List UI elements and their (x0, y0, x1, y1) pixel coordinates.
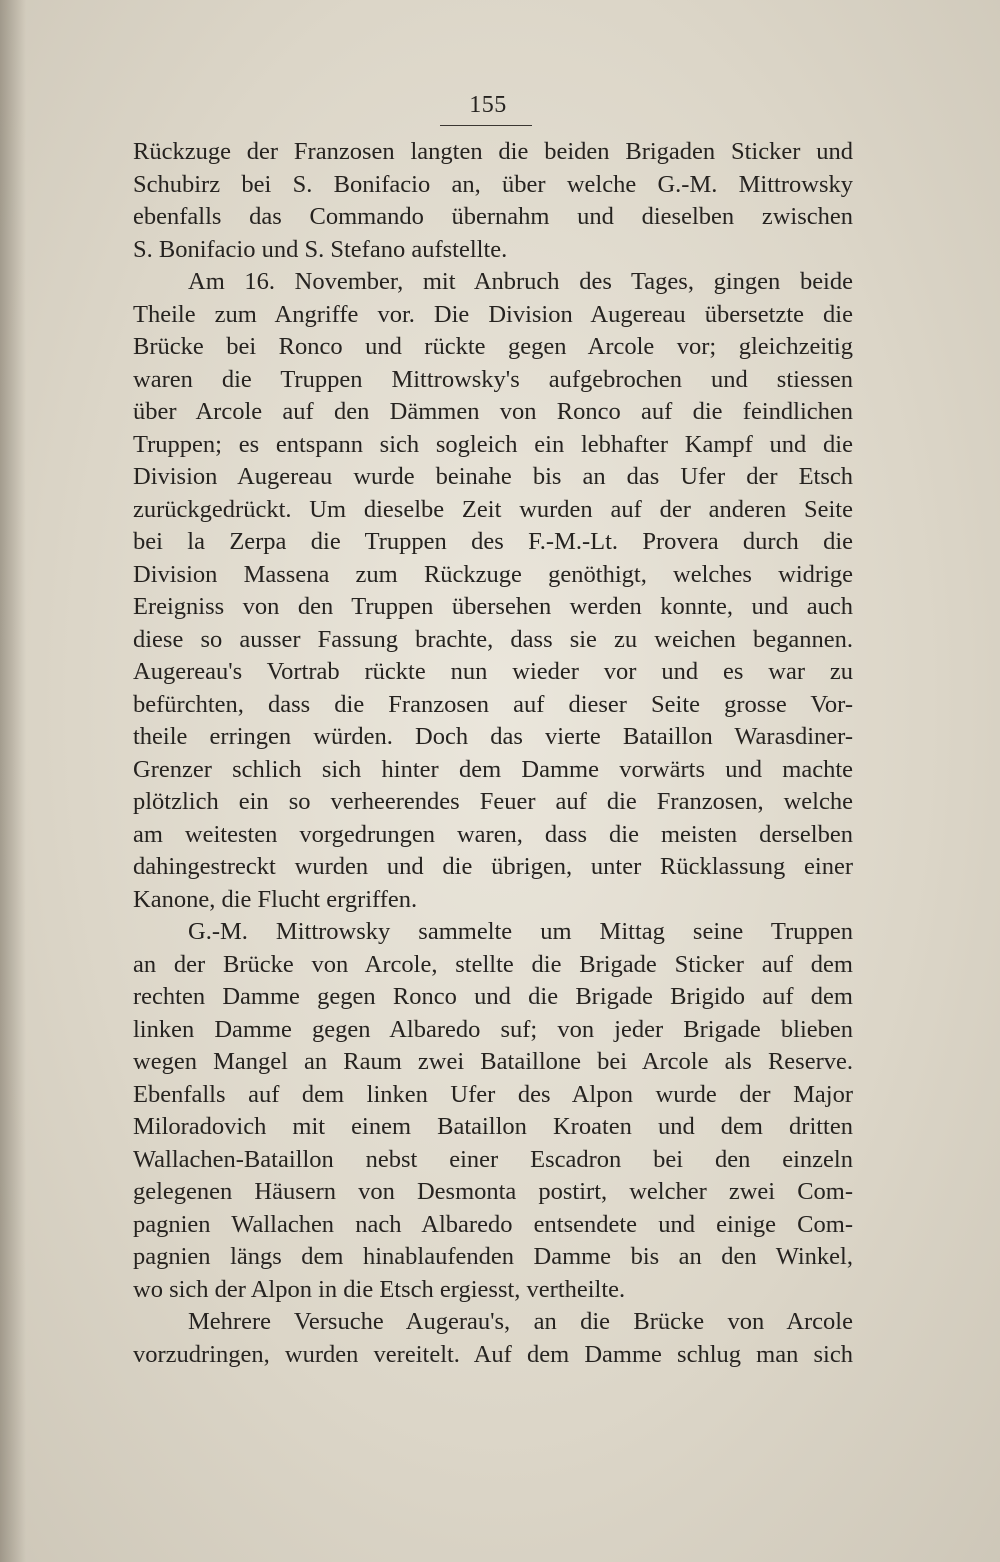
text-line: Augereau's Vortrab rückte nun wieder vor und es war zu (133, 658, 853, 685)
text-line: Division Massena zum Rückzuge genöthigt, welches widrige (133, 560, 853, 588)
text-line: dahingestreckt wurden und die übrigen, unter Rücklassung einer (133, 853, 853, 880)
text-line: befürchten, dass die Franzosen auf dieser Seite grosse Vor- (133, 690, 853, 718)
text-line: Ereigniss von den Truppen übersehen werden konnte, und auch (133, 593, 853, 620)
text-line: linken Damme gegen Albaredo suf; von jeder Brigade blieben (133, 1015, 853, 1043)
text-line: diese so ausser Fassung brachte, dass sie zu weichen begannen. (133, 625, 853, 653)
page-edge-shadow (0, 0, 26, 1562)
text-line: Kanone, die Flucht ergriffen. (133, 885, 418, 913)
text-line: Schubirz bei S. Bonifacio an, über welche G.-M. Mittrowsky (133, 170, 853, 198)
page-number: 155 (469, 92, 507, 118)
text-line: Brücke bei Ronco und rückte gegen Arcole vor; gleichzeitig (133, 333, 853, 360)
text-line: ebenfalls das Commando übernahm und dieselben zwischen (133, 203, 853, 230)
text-line: S. Bonifacio und S. Stefano aufstellte. (133, 235, 508, 263)
text-line: an der Brücke von Arcole, stellte die Brigade Sticker auf dem (133, 950, 853, 978)
text-line: Wallachen-Bataillon nebst einer Escadron bei den einzeln (133, 1145, 853, 1173)
text-line: zurückgedrückt. Um dieselbe Zeit wurden auf der anderen Seite (133, 495, 853, 523)
paragraph-start-line: Mehrere Versuche Augerau's, an die Brücke von Arcole (188, 1308, 853, 1335)
text-line: Theile zum Angriffe vor. Die Division Augereau übersetzte die (133, 300, 853, 328)
page-number-rule (440, 125, 532, 126)
paragraph-start-line: Am 16. November, mit Anbruch des Tages, gingen beide (188, 268, 853, 295)
text-line: Truppen; es entspann sich sogleich ein lebhafter Kampf und die (133, 430, 853, 458)
text-line: wegen Mangel an Raum zwei Bataillone bei Arcole als Reserve. (133, 1048, 853, 1075)
text-line: am weitesten vorgedrungen waren, dass die meisten derselben (133, 820, 853, 848)
text-line: pagnien längs dem hinablaufenden Damme bis an den Winkel, (133, 1243, 853, 1270)
text-line: pagnien Wallachen nach Albaredo entsendete und einige Com- (133, 1210, 853, 1238)
text-line: theile erringen würden. Doch das vierte Bataillon Warasdiner- (133, 723, 853, 750)
text-line: vorzudringen, wurden vereitelt. Auf dem Damme schlug man sich (133, 1340, 853, 1368)
body-text (133, 136, 853, 1371)
text-line: bei la Zerpa die Truppen des F.-M.-Lt. Provera durch die (133, 528, 853, 555)
text-line: rechten Damme gegen Ronco und die Brigade Brigido auf dem (133, 983, 853, 1010)
paragraph-start-line: G.-M. Mittrowsky sammelte um Mittag seine Truppen (188, 918, 853, 945)
text-line: wo sich der Alpon in die Etsch ergiesst, vertheilte. (133, 1275, 626, 1303)
text-line: Miloradovich mit einem Bataillon Kroaten und dem dritten (133, 1113, 853, 1140)
text-line: Rückzuge der Franzosen langten die beiden Brigaden Sticker und (133, 138, 853, 165)
text-line: plötzlich ein so verheerendes Feuer auf die Franzosen, welche (133, 788, 853, 815)
text-line: gelegenen Häusern von Desmonta postirt, welcher zwei Com- (133, 1178, 853, 1205)
text-line: Division Augereau wurde beinahe bis an das Ufer der Etsch (133, 463, 853, 490)
text-line: waren die Truppen Mittrowsky's aufgebrochen und stiessen (133, 365, 853, 393)
text-line: Grenzer schlich sich hinter dem Damme vorwärts und machte (133, 755, 853, 783)
text-line: Ebenfalls auf dem linken Ufer des Alpon wurde der Major (133, 1080, 853, 1108)
text-line: über Arcole auf den Dämmen von Ronco auf die feindlichen (133, 398, 853, 425)
